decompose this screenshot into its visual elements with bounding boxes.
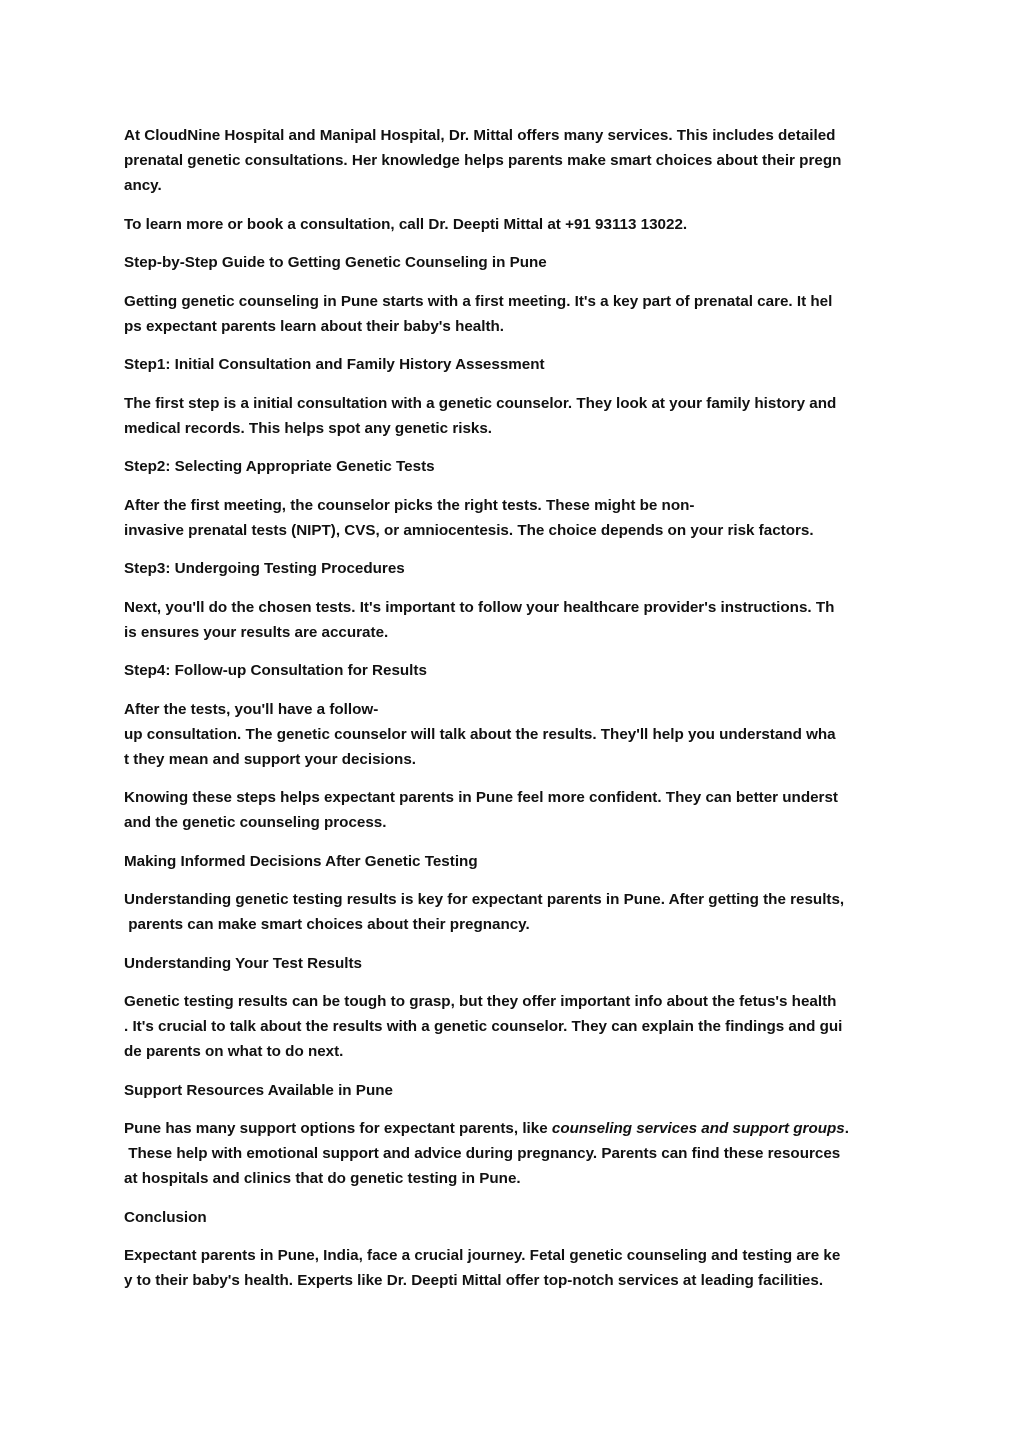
text-line: de parents on what to do next. bbox=[124, 1043, 344, 1060]
heading-text: Step-by-Step Guide to Getting Genetic Counseling in Pune bbox=[124, 254, 547, 271]
text-line: Expectant parents in Pune, India, face a crucial journey. Fetal genetic counseling and testing are ke bbox=[124, 1247, 841, 1264]
heading-text: Making Informed Decisions After Genetic Testing bbox=[124, 852, 478, 870]
text-line: t they mean and support your decisions. bbox=[124, 750, 416, 768]
text-line: invasive prenatal tests (NIPT), CVS, or amniocentesis. The choice depends on your risk factors. bbox=[124, 521, 814, 539]
contact-paragraph bbox=[124, 212, 914, 237]
body-paragraph bbox=[124, 887, 914, 937]
step-heading bbox=[124, 658, 914, 683]
heading-text: Conclusion bbox=[124, 1208, 207, 1226]
body-paragraph bbox=[124, 595, 914, 645]
heading-text: Step4: Follow-up Consultation for Results bbox=[124, 662, 427, 679]
text-line: Genetic testing results can be tough to grasp, but they offer important info about the fetus's health bbox=[124, 993, 837, 1010]
text-segment: Pune has many support options for expectant parents, like bbox=[124, 1120, 552, 1137]
section-heading bbox=[124, 250, 914, 275]
text-line: After the first meeting, the counselor picks the right tests. These might be non- bbox=[124, 496, 695, 514]
body-paragraph bbox=[124, 989, 914, 1064]
emphasized-text: counseling services and support groups bbox=[551, 1120, 845, 1137]
step-heading bbox=[124, 556, 914, 581]
conclusion-heading bbox=[124, 1205, 914, 1230]
text-line: parents can make smart choices about their pregnancy. bbox=[124, 916, 530, 933]
heading-text: Step1: Initial Consultation and Family History Assessment bbox=[124, 356, 545, 373]
text-line: At CloudNine Hospital and Manipal Hospital, Dr. Mittal offers many services. This includes detailed bbox=[124, 127, 836, 144]
text-line: Next, you'll do the chosen tests. It's important to follow your healthcare provider's instructions. Th bbox=[124, 598, 835, 616]
text-line: To learn more or book a consultation, call Dr. Deepti Mittal at +91 93113 13022. bbox=[124, 215, 688, 233]
text-line: up consultation. The genetic counselor will talk about the results. They'll help you understand wha bbox=[124, 725, 836, 743]
support-paragraph bbox=[124, 1116, 914, 1191]
heading-text: Step2: Selecting Appropriate Genetic Tests bbox=[124, 458, 435, 475]
text-line: Knowing these steps helps expectant parents in Pune feel more confident. They can better underst bbox=[124, 789, 838, 806]
section-heading bbox=[124, 849, 914, 874]
text-line: ancy. bbox=[124, 177, 162, 194]
section-heading bbox=[124, 951, 914, 976]
step-heading bbox=[124, 352, 914, 377]
text-line: ps expectant parents learn about their baby's health. bbox=[124, 317, 505, 335]
body-paragraph bbox=[124, 493, 914, 543]
section-heading bbox=[124, 1078, 914, 1103]
heading-text: Step3: Undergoing Testing Procedures bbox=[124, 560, 405, 577]
document-body bbox=[124, 123, 914, 1307]
text-line: medical records. This helps spot any genetic risks. bbox=[124, 419, 493, 437]
intro-paragraph bbox=[124, 123, 914, 198]
text-line: and the genetic counseling process. bbox=[124, 814, 387, 831]
step-heading bbox=[124, 454, 914, 479]
text-line bbox=[124, 1116, 914, 1141]
body-paragraph bbox=[124, 289, 914, 339]
text-segment: . bbox=[844, 1120, 849, 1137]
text-line: is ensures your results are accurate. bbox=[124, 623, 389, 641]
body-paragraph bbox=[124, 785, 914, 835]
conclusion-paragraph bbox=[124, 1243, 914, 1293]
heading-text: Understanding Your Test Results bbox=[124, 954, 362, 972]
body-paragraph bbox=[124, 697, 914, 772]
heading-text: Support Resources Available in Pune bbox=[124, 1081, 393, 1099]
text-line: Getting genetic counseling in Pune starts with a first meeting. It's a key part of prenatal care. It hel bbox=[124, 292, 833, 310]
text-line: These help with emotional support and advice during pregnancy. Parents can find these resources bbox=[124, 1145, 841, 1162]
text-line: After the tests, you'll have a follow- bbox=[124, 700, 379, 718]
text-line: The first step is a initial consultation with a genetic counselor. They look at your family history and bbox=[124, 394, 837, 412]
text-line: Understanding genetic testing results is key for expectant parents in Pune. After getting the results, bbox=[124, 891, 845, 908]
text-line: . It's crucial to talk about the results with a genetic counselor. They can explain the findings and gui bbox=[124, 1018, 843, 1035]
text-line: y to their baby's health. Experts like Dr. Deepti Mittal offer top-notch services at leading facilities. bbox=[124, 1272, 824, 1289]
body-paragraph bbox=[124, 391, 914, 441]
text-line: prenatal genetic consultations. Her knowledge helps parents make smart choices about their pregn bbox=[124, 152, 842, 169]
text-line: at hospitals and clinics that do genetic testing in Pune. bbox=[124, 1170, 521, 1187]
